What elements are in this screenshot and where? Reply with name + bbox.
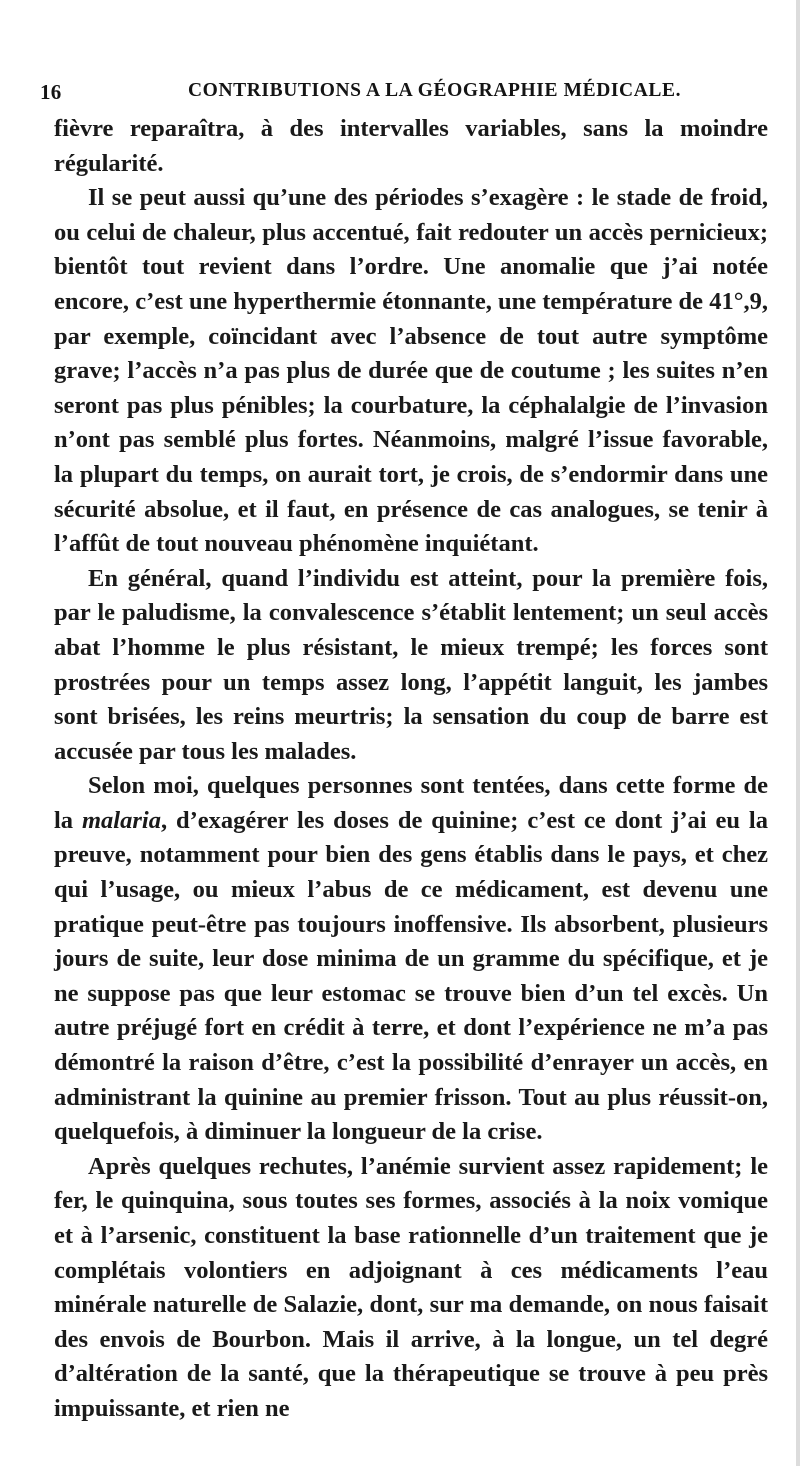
paragraph-4-text-before: Selon moi, quelques personnes sont tentées, dans cette forme de la: [54, 772, 768, 834]
paragraph-5: Après quelques rechutes, l’anémie survient assez rapidement; le fer, le quinquina, sous toutes ses formes, associés à la noix vomique et à l’arsenic, constituent la base rationnelle d’un traitement que je complétais volontiers en adjoignant à ces médicaments l’eau minérale naturelle de Salazie, dont, sur ma demande, on nous faisait des envois de Bourbon. Mais il arrive, à la longue, un tel degré d’altération de la santé, que la thérapeutique se trouve à peu près impuissante, et rien ne: [54, 1152, 768, 1422]
paragraph-4: [54, 769, 768, 1150]
page-edge-shadow: [796, 0, 800, 1466]
paragraph-2: Il se peut aussi qu’une des périodes s’exagère : le stade de froid, ou celui de chaleur, plus accentué, fait redouter un accès pernicieux; bientôt tout revient dans l’ordre. Une anomalie que j’ai notée encore, c’est une hyperthermie étonnante, une température de 41°,9, par exemple, coïncidant avec l’absence de tout autre symptôme grave; l’accès n’a pas plus de durée que de coutume ; les suites n’en seront pas plus pénibles; la courbature, la céphalalgie de l’invasion n’ont pas semblé plus fortes. Néanmoins, malgré l’issue favorable, la plupart du temps, on aurait tort, je crois, de s’endormir dans une sécurité absolue, et il faut, en présence de cas analogues, se tenir à l’affût de tout nouveau phénomène inquiétant.: [54, 184, 768, 558]
page-number: 16: [40, 80, 62, 104]
page-header: [40, 80, 770, 110]
paragraph-1: fièvre reparaîtra, à des intervalles variables, sans la moindre régularité.: [54, 115, 768, 177]
paragraph-3: En général, quand l’individu est atteint, pour la première fois, par le paludisme, la convalescence s’établit lentement; un seul accès abat l’homme le plus résistant, le mieux trempé; les forces sont prostrées pour un temps assez long, l’appétit languit, les jambes sont brisées, les reins meurtris; la sensation du coup de barre est accusée par tous les malades.: [54, 564, 768, 765]
paragraph-4-text-after: , d’exagérer les doses de quinine; c’est ce dont j’ai eu la preuve, notamment pour bien des gens établis dans le pays, et chez qui l’usage, ou mieux l’abus de ce médicament, est devenu une pratique peut-être pas toujours inoffensive. Ils absorbent, plusieurs jours de suite, leur dose minima de un gramme du spécifique, et je ne suppose pas que leur estomac se trouve bien d’un tel excès. Un autre préjugé fort en crédit à terre, et dont l’expérience ne m’a pas démontré la raison d’être, c’est la possibilité d’enrayer un accès, en administrant la quinine au premier frisson. Tout au plus réussit-on, quelquefois, à diminuer la longueur de la crise.: [54, 806, 768, 1146]
italic-term-malaria: malaria: [82, 806, 161, 834]
body-text: [54, 112, 768, 1427]
running-title: CONTRIBUTIONS A LA GÉOGRAPHIE MÉDICALE.: [188, 80, 682, 101]
